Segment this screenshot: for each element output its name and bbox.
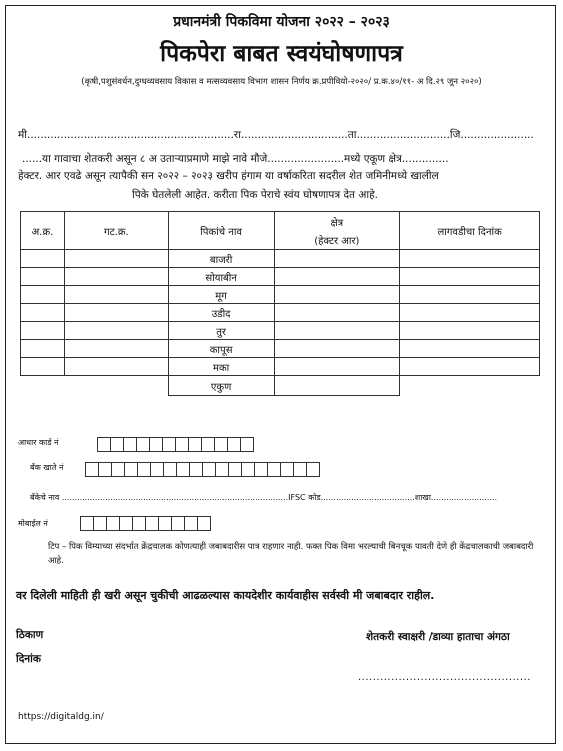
total-row xyxy=(21,376,540,396)
table-row xyxy=(21,304,540,322)
mobile-label: मोबाईल नं xyxy=(18,519,48,528)
digit-box[interactable] xyxy=(184,516,198,531)
crop-table xyxy=(20,211,540,396)
col-header-area: क्षेत्र xyxy=(274,212,400,232)
digit-box[interactable] xyxy=(215,462,229,477)
digit-box[interactable] xyxy=(111,462,125,477)
date-label: दिनांक xyxy=(16,653,41,665)
digit-box[interactable] xyxy=(197,516,211,531)
place-label: ठिकाण xyxy=(16,629,44,641)
signature-line: ............................................... xyxy=(358,672,531,683)
digit-box[interactable] xyxy=(176,462,190,477)
digit-box[interactable] xyxy=(293,462,307,477)
digit-box[interactable] xyxy=(149,437,163,452)
crop-name: तुर xyxy=(168,322,274,340)
aadhaar-label: आधार कार्ड नं xyxy=(18,438,59,447)
total-area-cell[interactable] xyxy=(274,376,400,396)
digit-box[interactable] xyxy=(137,462,151,477)
digit-box[interactable] xyxy=(123,437,137,452)
col-header-group-no: गट.क्र. xyxy=(64,212,168,250)
digit-box[interactable] xyxy=(189,462,203,477)
note-text: टिप – पिक विम्याच्या संदर्भात क्रेंद्रचालक कोणत्याही जबाबदारीस पात्र राहणार नाही. फक्त पिक विमा भरल्याची बिनचूक पावती देणे ही केंद्रचालकाची जबाबदारी आहे. xyxy=(48,542,534,566)
crop-name: मूग xyxy=(168,286,274,304)
digit-box[interactable] xyxy=(214,437,228,452)
table-row xyxy=(21,268,540,286)
table-row xyxy=(21,340,540,358)
government-reference: (कृषी,पशुसंवर्धन,दुग्धव्यवसाय विकास व मत्सव्यवसाय विभाग शासन निर्णय क्र.प्रपीवियो-२०२०/ प्र.क.४०/११- अ दि.२९ जून २०२०) xyxy=(81,77,482,87)
digit-box[interactable] xyxy=(227,437,241,452)
crop-name: कापूस xyxy=(168,340,274,358)
final-declaration: वर दिलेली माहिती ही खरी असून चुकीची आढळल्यास कायदेशीर कार्यवाहीस सर्वस्वी मी जबाबदार राहील. xyxy=(16,589,435,602)
website-url: https://digitaldg.in/ xyxy=(18,712,104,722)
table-row xyxy=(21,358,540,376)
digit-box[interactable] xyxy=(158,516,172,531)
digit-box[interactable] xyxy=(132,516,146,531)
digit-box[interactable] xyxy=(97,437,111,452)
digit-box[interactable] xyxy=(162,437,176,452)
declaration-line-4: पिके घेतलेली आहेत. करीता पिक पेराचे स्वंय घोषणापत्र देत आहे. xyxy=(132,189,379,201)
digit-box[interactable] xyxy=(98,462,112,477)
declaration-line-2: ......या गावाचा शेतकरी असून ८ अ उताऱ्याप्रमाणे माझे नावे मौजे.......................मध्ये एकूण क्षेत्र.............. xyxy=(22,153,449,165)
digit-box[interactable] xyxy=(171,516,185,531)
digit-box[interactable] xyxy=(267,462,281,477)
aadhaar-number-input[interactable] xyxy=(97,437,253,452)
bank-name-ifsc-branch-line: बँकेचे नाव .........................................................................................IFSC कोड.....................................शाखा.......................... xyxy=(30,493,498,502)
crop-name: बाजरी xyxy=(168,250,274,268)
digit-box[interactable] xyxy=(80,516,94,531)
digit-box[interactable] xyxy=(119,516,133,531)
digit-box[interactable] xyxy=(93,516,107,531)
digit-box[interactable] xyxy=(136,437,150,452)
digit-box[interactable] xyxy=(163,462,177,477)
crop-name: सोयाबीन xyxy=(168,268,274,286)
digit-box[interactable] xyxy=(306,462,320,477)
digit-box[interactable] xyxy=(241,462,255,477)
digit-box[interactable] xyxy=(228,462,242,477)
digit-box[interactable] xyxy=(202,462,216,477)
digit-box[interactable] xyxy=(201,437,215,452)
mobile-number-input[interactable] xyxy=(80,516,210,531)
col-header-crop-name: पिकांचे नाव xyxy=(168,212,274,250)
table-row xyxy=(21,250,540,268)
digit-box[interactable] xyxy=(240,437,254,452)
digit-box[interactable] xyxy=(145,516,159,531)
digit-box[interactable] xyxy=(188,437,202,452)
form-title: पिकपेरा बाबत स्वयंघोषणापत्र xyxy=(160,41,403,67)
digit-box[interactable] xyxy=(85,462,99,477)
declaration-line-3: हेक्टर. आर एवढे असून त्यापैकी सन २०२२ – २०२३ खरीप हंगाम या वर्षाकरिता सदरील शेत जमिनीमध्ये खालील xyxy=(18,170,439,182)
col-header-serial: अ.क्र. xyxy=(21,212,65,250)
crop-name: उडीद xyxy=(168,304,274,322)
digit-box[interactable] xyxy=(280,462,294,477)
bank-account-number-input[interactable] xyxy=(85,462,319,477)
digit-box[interactable] xyxy=(175,437,189,452)
col-header-sowing-date: लागवडीचा दिनांक xyxy=(400,212,540,250)
digit-box[interactable] xyxy=(254,462,268,477)
crop-name: मका xyxy=(168,358,274,376)
table-row xyxy=(21,286,540,304)
digit-box[interactable] xyxy=(106,516,120,531)
digit-box[interactable] xyxy=(124,462,138,477)
col-header-area-unit: (हेक्टर आर) xyxy=(274,231,400,250)
total-label: एकुण xyxy=(168,376,274,396)
declaration-line-1: मी..............................................................रा................................ता............................जि...................... xyxy=(18,129,534,141)
table-row xyxy=(21,322,540,340)
bank-account-label: बँक खाते नं xyxy=(30,463,64,472)
signature-label: शेतकरी स्वाक्षरी /डाव्या हाताचा अंगठा xyxy=(366,631,510,643)
digit-box[interactable] xyxy=(150,462,164,477)
digit-box[interactable] xyxy=(110,437,124,452)
scheme-title: प्रधानमंत्री पिकविमा योजना २०२२ – २०२३ xyxy=(173,14,390,30)
